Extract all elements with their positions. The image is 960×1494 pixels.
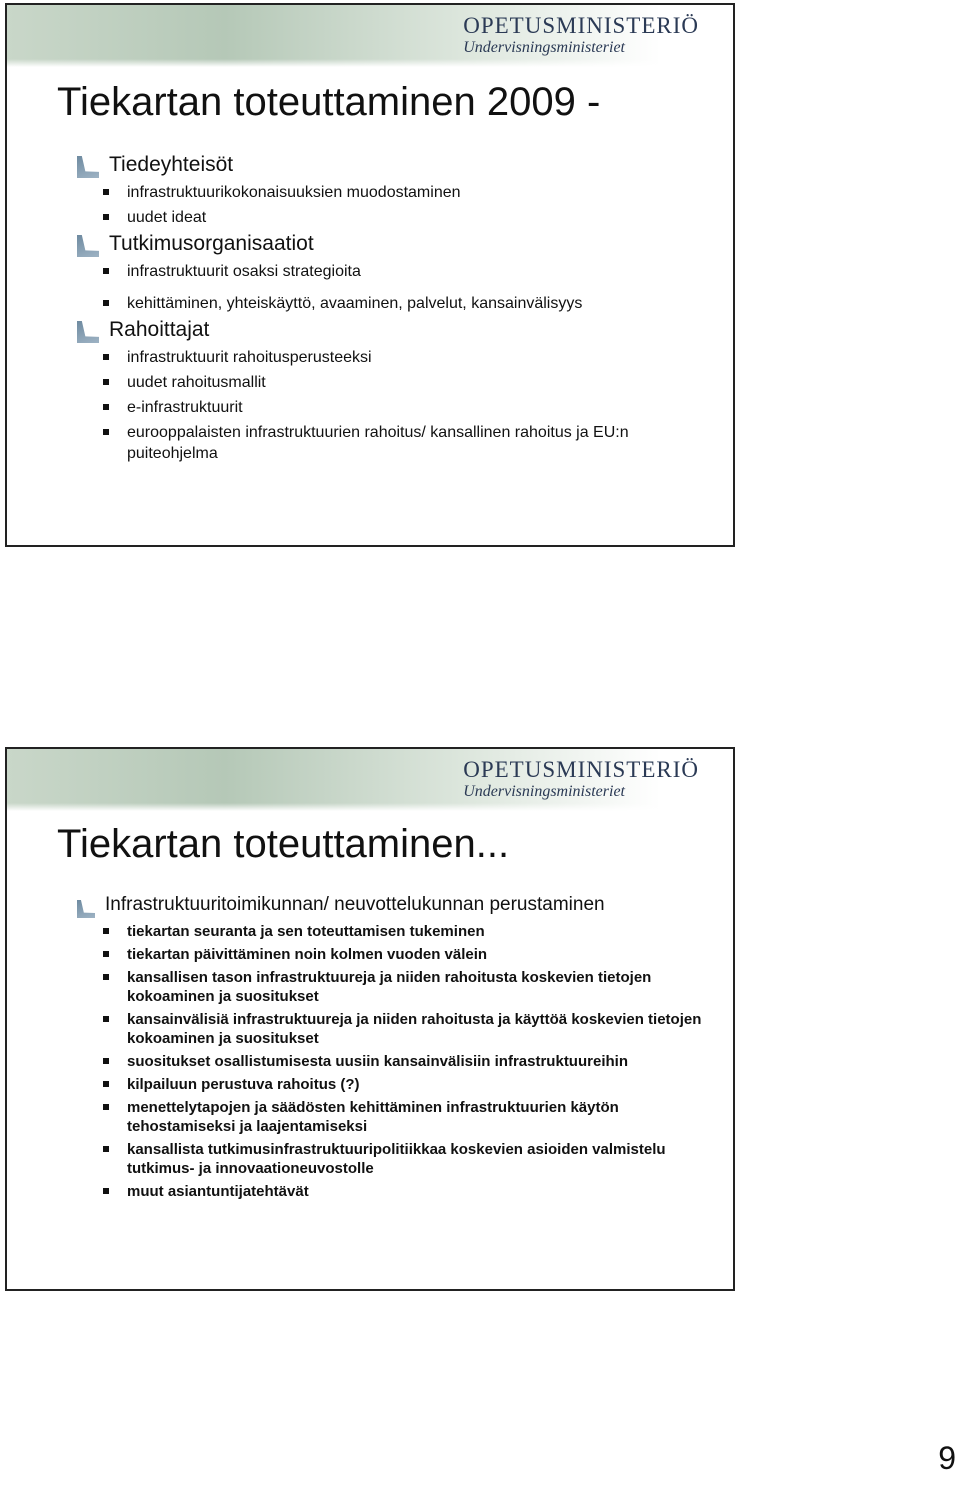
list-item — [77, 945, 709, 964]
square-bullet-icon — [103, 974, 109, 980]
list-item — [77, 372, 709, 393]
list-item-text: kehittäminen, yhteiskäyttö, avaaminen, palvelut, kansainvälisyys — [127, 295, 583, 312]
list-item-text: kilpailuun perustuva rahoitus (?) — [127, 1076, 360, 1093]
list-item-text: kansainvälisiä infrastruktuureja ja niiden rahoitusta ja käyttöä koskevien tietojen kokoaminen ja suositukset — [127, 1011, 702, 1047]
slide-1 — [5, 3, 735, 547]
list-item — [77, 1098, 709, 1136]
list-item-text: suositukset osallistumisesta uusiin kansainvälisiin infrastruktuureihin — [127, 1053, 628, 1070]
logo-sub-text: Undervisningsministeriet — [463, 783, 625, 800]
list-item — [77, 422, 709, 464]
square-bullet-icon — [103, 429, 109, 435]
list-item-text: uudet ideat — [127, 209, 207, 226]
square-bullet-icon — [103, 1104, 109, 1110]
level1-bullet-icon — [77, 900, 95, 918]
list-item-text: infrastruktuurit rahoitusperusteeksi — [127, 349, 372, 366]
section-heading — [77, 892, 709, 918]
list-item-text: kansallisen tason infrastruktuureja ja niiden rahoitusta koskevien tietojen kokoaminen ja suositukset — [127, 969, 652, 1005]
square-bullet-icon — [103, 214, 109, 220]
square-bullet-icon — [103, 1058, 109, 1064]
square-bullet-icon — [103, 1016, 109, 1022]
square-bullet-icon — [103, 379, 109, 385]
section-heading-text: Tutkimusorganisaatiot — [109, 232, 314, 255]
list-item-text: eurooppalaisten infrastruktuurien rahoitus/ kansallinen rahoitus ja EU:n puiteohjelma — [127, 424, 629, 462]
square-bullet-icon — [103, 268, 109, 274]
list-item — [77, 1010, 709, 1048]
list-item-text: infrastruktuurit osaksi strategioita — [127, 263, 361, 280]
list-item-text: e-infrastruktuurit — [127, 399, 243, 416]
square-bullet-icon — [103, 928, 109, 934]
list-item-text: menettelytapojen ja säädösten kehittäminen infrastruktuurien käytön tehostamiseksi ja laajentamiseksi — [127, 1099, 619, 1135]
list-item — [77, 968, 709, 1006]
list-item-text: uudet rahoitusmallit — [127, 374, 266, 391]
list-item — [77, 261, 709, 282]
section-heading-text: Rahoittajat — [109, 318, 210, 341]
square-bullet-icon — [103, 354, 109, 360]
list-item — [77, 347, 709, 368]
list-item — [77, 1182, 709, 1201]
logo-sub-text: Undervisningsministeriet — [463, 39, 625, 56]
list-item — [77, 1075, 709, 1094]
list-item-text: kansallista tutkimusinfrastruktuuripolitiikkaa koskevien asioiden valmistelu tutkimus- ja innovaationeuvostolle — [127, 1141, 666, 1177]
list-item-text: muut asiantuntijatehtävät — [127, 1183, 309, 1200]
level1-bullet-icon — [77, 235, 99, 257]
section-heading — [77, 152, 709, 178]
level1-bullet-icon — [77, 321, 99, 343]
slide-title: Tiekartan toteuttaminen 2009 - — [57, 80, 601, 124]
list-item-text: infrastruktuurikokonaisuuksien muodostaminen — [127, 184, 461, 201]
section-heading — [77, 317, 709, 343]
slide-content — [77, 149, 709, 465]
square-bullet-icon — [103, 951, 109, 957]
square-bullet-icon — [103, 404, 109, 410]
square-bullet-icon — [103, 1146, 109, 1152]
slide-content — [77, 892, 709, 1201]
section-heading-text: Infrastruktuuritoimikunnan/ neuvottelukunnan perustaminen — [105, 894, 605, 915]
section-heading — [77, 231, 709, 257]
slide-title: Tiekartan toteuttaminen... — [57, 822, 510, 866]
square-bullet-icon — [103, 1188, 109, 1194]
slide-2 — [5, 747, 735, 1291]
list-item — [77, 293, 709, 314]
list-item — [77, 1140, 709, 1178]
level1-bullet-icon — [77, 156, 99, 178]
square-bullet-icon — [103, 1081, 109, 1087]
square-bullet-icon — [103, 300, 109, 306]
list-item — [77, 207, 709, 228]
list-item — [77, 1052, 709, 1071]
list-item — [77, 397, 709, 418]
list-item-text: tiekartan seuranta ja sen toteuttamisen tukeminen — [127, 923, 485, 940]
list-item — [77, 922, 709, 941]
logo-main-text: OPETUSMINISTERIÖ — [463, 757, 699, 782]
section-heading-text: Tiedeyhteisöt — [109, 153, 234, 176]
ministry-logo — [463, 13, 699, 57]
list-item — [77, 182, 709, 203]
square-bullet-icon — [103, 189, 109, 195]
page-number: 9 — [938, 1440, 956, 1476]
ministry-logo — [463, 757, 699, 801]
list-item-text: tiekartan päivittäminen noin kolmen vuoden välein — [127, 946, 488, 963]
logo-main-text: OPETUSMINISTERIÖ — [463, 13, 699, 38]
